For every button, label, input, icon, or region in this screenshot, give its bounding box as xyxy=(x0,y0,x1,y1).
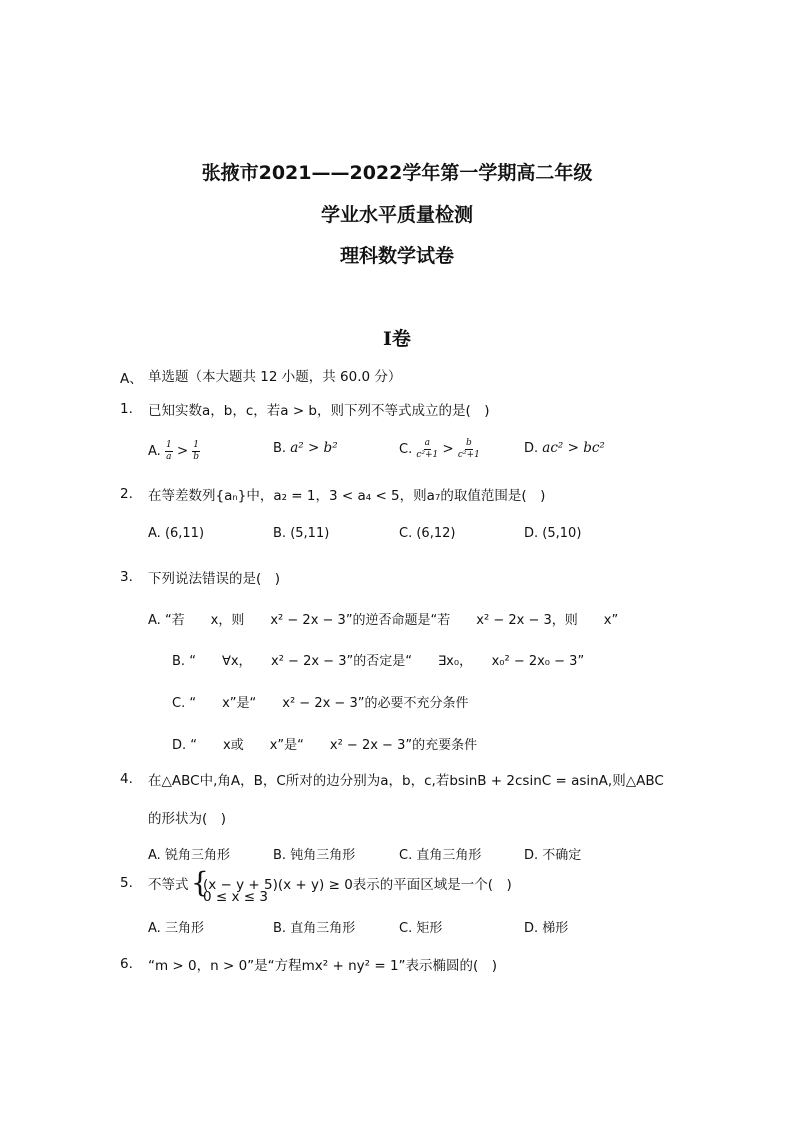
question-5-option-d[interactable] xyxy=(524,917,568,936)
option-label: A. xyxy=(148,921,161,936)
question-3-option-a[interactable] xyxy=(148,609,618,628)
option-label: C. xyxy=(399,921,413,936)
option-text: (5,10) xyxy=(542,526,582,541)
option-text: 直角三角形 xyxy=(416,848,482,863)
option-label: B. xyxy=(273,848,287,863)
section-marker: A、 xyxy=(120,371,143,387)
question-3-option-c[interactable] xyxy=(172,692,468,711)
option-text: “ x或 x”是“ x² − 2x − 3”的充要条件 xyxy=(190,738,478,753)
option-label: C. xyxy=(399,848,413,863)
fraction-a-over-c2: $\frac{a}{\text{c²+1}}$ xyxy=(416,438,439,460)
question-1-option-b[interactable]: B. a² > b² xyxy=(273,440,338,456)
exam-title-line1: 张掖市2021——2022学年第一学期高二年级 xyxy=(201,162,593,184)
option-label: B. xyxy=(273,441,287,456)
question-1-number: 1. xyxy=(120,401,133,417)
question-5-system-line2: 0 ≤ x ≤ 3 xyxy=(203,889,268,905)
question-2-option-a[interactable] xyxy=(148,526,204,541)
question-1-stem: 已知实数a，b，c，若a > b，则下列不等式成立的是( ) xyxy=(148,403,490,419)
question-2-stem: 在等差数列{aₙ}中，a₂ = 1，3 < a₄ < 5，则a₇的取值范围是( ) xyxy=(148,488,546,504)
system-brace: { xyxy=(191,866,209,899)
question-2-number: 2. xyxy=(120,486,133,502)
question-3-stem: 下列说法错误的是( ) xyxy=(148,571,281,587)
option-label: A. xyxy=(148,848,161,863)
question-5-number: 5. xyxy=(120,875,133,891)
volume-heading: Ⅰ卷 xyxy=(383,328,411,350)
question-4-stem-continued: 的形状为( ) xyxy=(148,811,227,827)
question-4-option-a[interactable] xyxy=(148,844,230,863)
fraction-b-over-c2: $\frac{b}{\text{c²+1}}$ xyxy=(457,438,480,460)
option-text: 锐角三角形 xyxy=(164,848,230,863)
option-label: A. xyxy=(148,613,161,628)
option-label: C. xyxy=(399,526,413,541)
question-2-option-c[interactable] xyxy=(399,526,455,541)
option-label: D. xyxy=(524,526,539,541)
question-2-option-d[interactable] xyxy=(524,526,581,541)
option-text: 钝角三角形 xyxy=(290,848,356,863)
option-text: 不确定 xyxy=(542,848,582,863)
question-1-option-a[interactable]: A. $\frac{1}{a}$ > $\frac{1}{b}$ xyxy=(148,440,200,462)
exam-title-line2: 学业水平质量检测 xyxy=(320,204,473,226)
question-4-option-d[interactable] xyxy=(524,844,581,863)
option-text: “ ∀x， x² − 2x − 3”的否定是“ ∃x₀， x₀² − 2x₀ − 3” xyxy=(189,654,585,669)
option-label: A. xyxy=(148,526,161,541)
option-label: C. xyxy=(172,696,186,711)
exam-title-line3: 理科数学试卷 xyxy=(339,245,454,267)
option-label: D. xyxy=(524,848,539,863)
question-3-number: 3. xyxy=(120,569,133,585)
option-text: 梯形 xyxy=(542,921,569,936)
option-label: D. xyxy=(172,738,187,753)
option-label: C. xyxy=(399,442,413,457)
option-label: D. xyxy=(524,441,539,456)
question-4-stem: 在△ABC中,角A，B，C所对的边分别为a，b，c,若bsinB + 2csinC = asinA,则△ABC xyxy=(148,773,664,789)
question-5-option-c[interactable] xyxy=(399,917,442,936)
section-heading: 单选题（本大题共 12 小题，共 60.0 分） xyxy=(148,369,402,385)
question-5-stem-prefix: 不等式 xyxy=(148,877,189,893)
question-2-option-b[interactable] xyxy=(273,526,329,541)
option-label: B. xyxy=(273,526,287,541)
question-1-option-d[interactable]: D. ac² > bc² xyxy=(524,440,605,456)
question-5-system-line1: (x − y + 5)(x + y) ≥ 0表示的平面区域是一个( ) xyxy=(203,877,512,893)
option-label: D. xyxy=(524,921,539,936)
question-4-option-c[interactable] xyxy=(399,844,481,863)
option-text: “ x”是“ x² − 2x − 3”的必要不充分条件 xyxy=(189,696,469,711)
question-1-option-c[interactable]: C. $\frac{a}{\text{c²+1}}$ > $\frac{b}{\text{c²+1}}$ xyxy=(399,438,480,460)
option-text: 直角三角形 xyxy=(290,921,356,936)
fraction-1-over-b: $\frac{1}{b}$ xyxy=(193,440,200,462)
question-4-option-b[interactable] xyxy=(273,844,355,863)
question-3-option-b[interactable] xyxy=(172,650,584,669)
option-text: 矩形 xyxy=(416,921,443,936)
question-5-option-a[interactable] xyxy=(148,917,204,936)
option-text: (5,11) xyxy=(290,526,330,541)
option-text: (6,11) xyxy=(164,526,205,541)
option-text: “若 x，则 x² − 2x − 3”的逆否命题是“若 x² − 2x − 3，则 x” xyxy=(164,613,619,628)
question-6-number: 6. xyxy=(120,956,133,972)
question-6-stem: “m > 0，n > 0”是“方程mx² + ny² = 1”表示椭圆的( ) xyxy=(148,958,498,974)
option-text: 三角形 xyxy=(164,921,204,936)
option-label: B. xyxy=(273,921,287,936)
question-4-number: 4. xyxy=(120,771,133,787)
option-text: (6,12) xyxy=(416,526,456,541)
option-label: A. xyxy=(148,444,161,459)
fraction-1-over-a: $\frac{1}{a}$ xyxy=(165,440,172,462)
option-label: B. xyxy=(172,654,186,669)
question-3-option-d[interactable] xyxy=(172,734,477,753)
question-5-option-b[interactable] xyxy=(273,917,355,936)
